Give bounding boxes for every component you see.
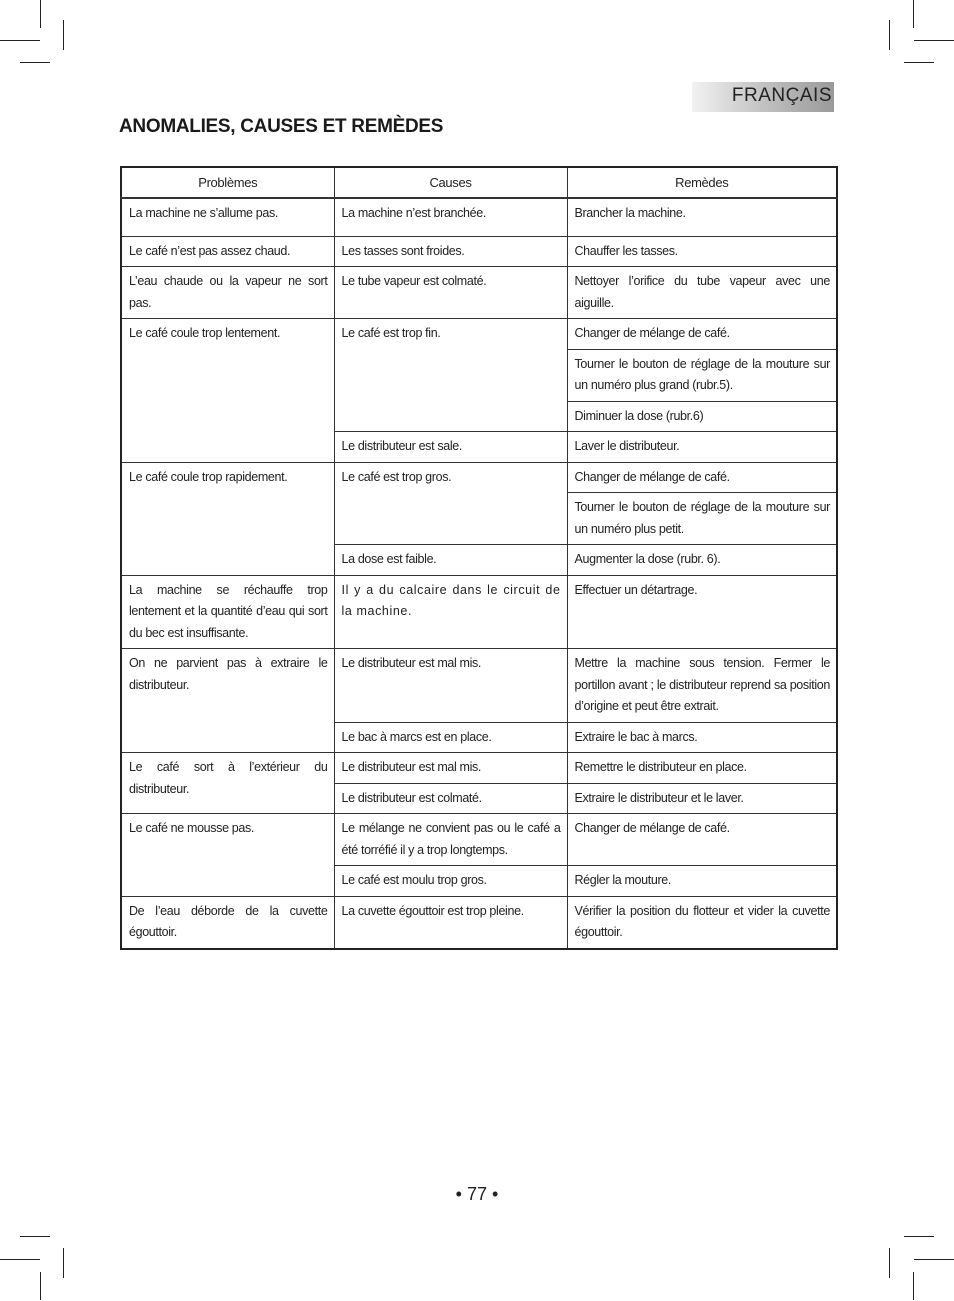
table-row (121, 267, 837, 319)
table-row (121, 649, 837, 723)
crop-mark (913, 1272, 914, 1300)
crop-mark (63, 1248, 64, 1278)
problem-cell: Le café ne mousse pas. (121, 814, 334, 897)
problem-cell: Le café coule trop rapidement. (121, 462, 334, 575)
remedy-cell: Changer de mélange de café. (567, 814, 837, 866)
page-number: • 77 • (455, 1184, 499, 1204)
crop-mark (904, 62, 934, 63)
table-row (121, 462, 837, 493)
troubleshooting-table (120, 166, 838, 950)
table-header-row (121, 167, 837, 198)
crop-mark (20, 62, 50, 63)
page-title: ANOMALIES, CAUSES ET REMÈDES (119, 116, 444, 137)
cause-cell: Le café est trop gros. (334, 462, 567, 545)
remedy-cell: Tourner le bouton de réglage de la mouture sur un numéro plus petit. (567, 493, 837, 545)
problem-cell: La machine ne s’allume pas. (121, 198, 334, 236)
cause-cell: Le tube vapeur est colmaté. (334, 267, 567, 319)
cause-cell: Le distributeur est colmaté. (334, 783, 567, 814)
table-row (121, 575, 837, 649)
crop-mark (889, 1248, 890, 1278)
remedy-cell: Tourner le bouton de réglage de la mouture sur un numéro plus grand (rubr.5). (567, 349, 837, 401)
remedy-cell: Laver le distributeur. (567, 432, 837, 463)
problem-cell: Le café n’est pas assez chaud. (121, 236, 334, 267)
cause-cell: Le bac à marcs est en place. (334, 722, 567, 753)
table-row (121, 198, 837, 236)
crop-mark (904, 1236, 934, 1237)
language-label: FRANÇAIS (731, 85, 832, 106)
table-row (121, 236, 837, 267)
remedy-cell: Extraire le bac à marcs. (567, 722, 837, 753)
cause-cell: Le mélange ne convient pas ou le café a été torréfié il y a trop longtemps. (334, 814, 567, 866)
problem-cell: Le café sort à l’extérieur du distributeur. (121, 753, 334, 814)
table-row (121, 753, 837, 784)
crop-mark (914, 1259, 954, 1260)
crop-mark (889, 20, 890, 50)
remedy-cell: Changer de mélange de café. (567, 319, 837, 350)
remedy-cell: Brancher la machine. (567, 198, 837, 236)
remedy-cell: Extraire le distributeur et le laver. (567, 783, 837, 814)
crop-mark (0, 1259, 40, 1260)
cause-cell: Le distributeur est mal mis. (334, 753, 567, 784)
language-tab (692, 82, 834, 112)
crop-mark (20, 1236, 50, 1237)
remedy-cell: Diminuer la dose (rubr.6) (567, 401, 837, 432)
remedy-cell: Régler la mouture. (567, 866, 837, 897)
crop-mark (913, 0, 914, 28)
problem-cell: On ne parvient pas à extraire le distributeur. (121, 649, 334, 753)
remedy-cell: Mettre la machine sous tension. Fermer le portillon avant ; le distributeur reprend sa position d’origine et peut être extrait. (567, 649, 837, 723)
remedy-cell: Remettre le distributeur en place. (567, 753, 837, 784)
crop-mark (0, 40, 40, 41)
crop-mark (40, 1272, 41, 1300)
header-causes: Causes (334, 167, 567, 198)
problem-cell: La machine se réchauffe trop lentement et la quantité d’eau qui sort du bec est insuffisante. (121, 575, 334, 649)
crop-mark (63, 20, 64, 50)
cause-cell: La cuvette égouttoir est trop pleine. (334, 896, 567, 949)
cause-cell: Le café est trop fin. (334, 319, 567, 432)
cause-cell: Le distributeur est sale. (334, 432, 567, 463)
table-row (121, 319, 837, 350)
remedy-cell: Vérifier la position du flotteur et vider la cuvette égouttoir. (567, 896, 837, 949)
crop-mark (914, 40, 954, 41)
table-row (121, 814, 837, 866)
remedy-cell: Chauffer les tasses. (567, 236, 837, 267)
crop-mark (40, 0, 41, 28)
remedy-cell: Augmenter la dose (rubr. 6). (567, 545, 837, 576)
cause-cell: Les tasses sont froides. (334, 236, 567, 267)
cause-cell: Le café est moulu trop gros. (334, 866, 567, 897)
header-remedies: Remèdes (567, 167, 837, 198)
remedy-cell: Changer de mélange de café. (567, 462, 837, 493)
header-problems: Problèmes (121, 167, 334, 198)
remedy-cell: Nettoyer l’orifice du tube vapeur avec une aiguille. (567, 267, 837, 319)
problem-cell: L’eau chaude ou la vapeur ne sort pas. (121, 267, 334, 319)
cause-cell: Le distributeur est mal mis. (334, 649, 567, 723)
problem-cell: Le café coule trop lentement. (121, 319, 334, 463)
cause-cell: Il y a du calcaire dans le circuit de la machine. (334, 575, 567, 649)
problem-cell: De l’eau déborde de la cuvette égouttoir. (121, 896, 334, 949)
cause-cell: La machine n’est branchée. (334, 198, 567, 236)
remedy-cell: Effectuer un détartrage. (567, 575, 837, 649)
cause-cell: La dose est faible. (334, 545, 567, 576)
table-row (121, 896, 837, 949)
